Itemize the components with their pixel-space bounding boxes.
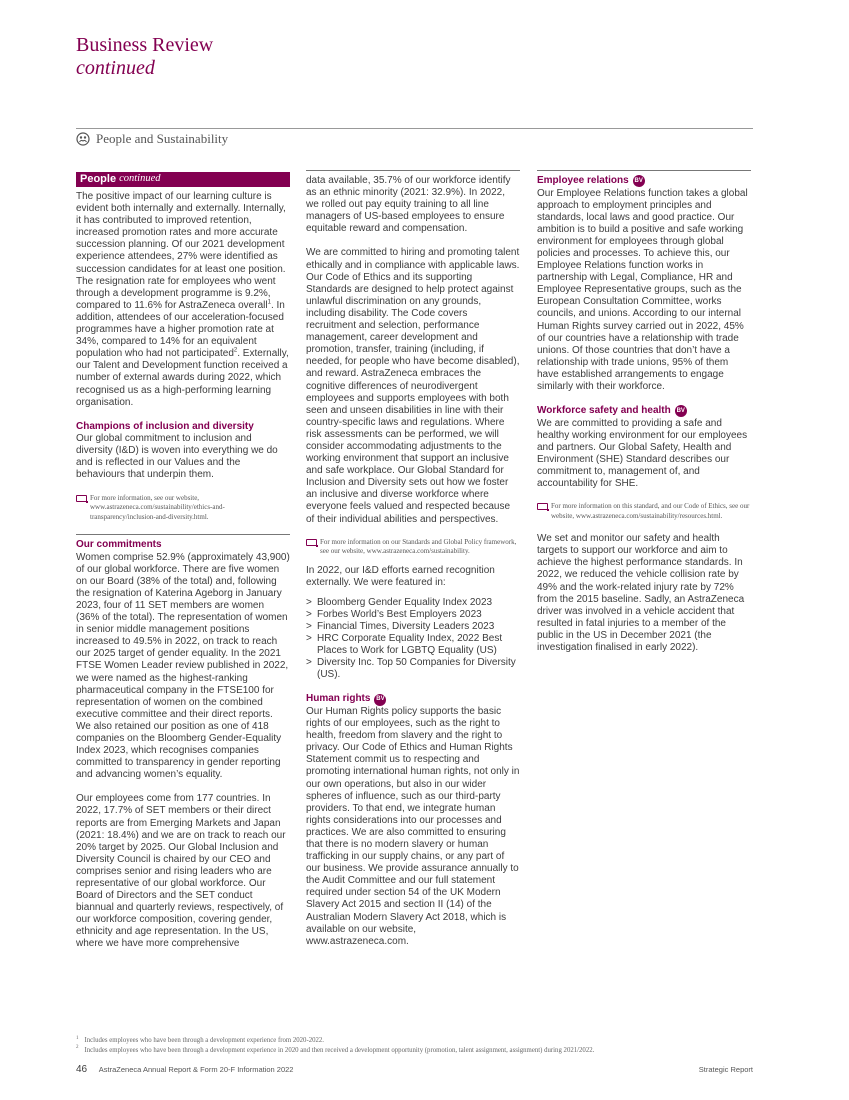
column-rule — [537, 170, 751, 171]
people-tab-title: People — [80, 173, 117, 186]
report-section: Strategic Report — [698, 1065, 753, 1074]
document-title: AstraZeneca Annual Report & Form 20-F Information 2022 — [98, 1065, 294, 1074]
monitor-icon — [76, 495, 87, 502]
learning-culture-paragraph: The positive impact of our learning culture is evident both internally and externally. Internally, it has contributed to improved retention, increased promotion rates and more accurate succession planning. Of our 2021 development experience attendees, 27% were identified as succession candidates for at least one position. The resignation rate for employees who went through a development programme is 9.2%, compared to 11.6% for AstraZeneca overall$^1$. In addition, attendees of our acceleration-focused programmes have a higher promotion rate at 34%, compared to 14% for an equivalent population who had not participated$^2$. Externally, our Talent and Development function received a number of external awards during 2022, which recognised us as a high-performing learning organisation. — [76, 191, 289, 408]
safety-heading: Workforce safety and health BV — [537, 405, 685, 417]
employee-relations-heading: Employee relations BV — [537, 175, 643, 186]
champions-heading: Champions of inclusion and diversity — [76, 420, 254, 432]
section-label: People and Sustainability — [96, 131, 229, 146]
info-note-she[interactable]: For more information on this standard, and our Code of Ethics, see our website, www.astrazeneca.com/sustainability/resources.html. — [537, 502, 751, 521]
bv-badge-icon: BV — [633, 175, 645, 187]
info-note-inclusion[interactable]: For more information, see our website, www.astrazeneca.com/sustainability/ethics-and-transparency/inclusion-and-diversity.html. — [76, 494, 290, 523]
footnote-2: $^2$ Includes employees who have been through a development experience in 2020 and then received a development opportunity (promotion, talent assignment, assignment) during 2021/2022. — [76, 1045, 595, 1054]
page-footer — [76, 1064, 753, 1075]
page-subtitle: continued — [76, 57, 155, 79]
bv-badge-icon: BV — [675, 405, 687, 417]
list-item: > Bloomberg Gender Equality Index 2023 — [306, 597, 520, 609]
monitor-icon — [306, 539, 317, 546]
countries-paragraph: Our employees come from 177 countries. In 2022, 17.7% of SET members or their direct reports are from Emerging Markets and Japan (2021: 18.4%) and we are on track to reach our 20% target by 2025. Our Global Inclusion and Diversity Council is chaired by our CEO and comprises senior and rising leaders who are representative of our global workforce. Our Board of Directors and the SET conduct biannual and quarterly reviews, respectively, of our workforce composition, covering gender, ethnicity and age representation. In the US, where we have more comprehensive — [76, 793, 286, 950]
column-3 — [537, 170, 751, 654]
footnotes — [76, 1036, 594, 1055]
recognition-paragraph: In 2022, our I&D efforts earned recognition externally. We were featured in: — [306, 564, 495, 588]
footnote-1: $^1$ Includes employees who have been through a development experience from 2020-2022. — [76, 1035, 325, 1044]
people-circle-icon — [76, 132, 90, 146]
employee-relations-paragraph: Our Employee Relations function takes a global approach to employment principles and standards, local laws and good practice. Our ambition is to build a positive and safe working environment for employees through global policies and processes. To achieve this, our Employee Relations function works in partnership with Legal, Compliance, HR and Employee Representative groups, such as the European Consultation Committee, works councils, and unions. According to our internal Human Rights survey carried out in 2022, 45% of our countries have a relationship with trade unions. Of those countries that don’t have a relationship with trade unions, 95% of them have established arrangements to engage similarly with their workforce. — [537, 187, 748, 392]
bv-badge-icon: BV — [374, 694, 386, 706]
list-item: > HRC Corporate Equality Index, 2022 Best Places to Work for LGBTQ Equality (US) — [306, 633, 520, 657]
commitments-heading: Our commitments — [76, 539, 162, 551]
column-rule — [306, 170, 520, 171]
ethnicity-paragraph: data available, 35.7% of our workforce identify as an ethnic minority (2021: 32.9%). In 2022, we rolled out pay equity training to all line managers of US-based employees to ensure equitable reward and compensation. — [306, 175, 511, 235]
monitor-icon — [537, 503, 548, 510]
safety-paragraph: We are committed to providing a safe and healthy working environment for our employees and partners. Our Global Safety, Health and Environment (SHE) Standard describes our commitment to, management of, and accountability for SHE. — [537, 417, 748, 490]
section-divider — [76, 128, 753, 129]
page-title: Business Review — [76, 34, 214, 56]
people-tab-subtitle: continued — [119, 173, 161, 185]
list-item: > Financial Times, Diversity Leaders 2023 — [306, 621, 520, 633]
people-section-tab — [76, 172, 290, 187]
champions-paragraph: Our global commitment to inclusion and diversity (I&D) is woven into everything we do and is reflected in our Values and the behaviours that underpin them. — [76, 433, 278, 481]
column-2 — [306, 170, 520, 948]
recognition-list — [306, 597, 520, 682]
safety-targets-paragraph: We set and monitor our safety and health targets to support our workforce and aim to achieve the highest performance standards. In 2022, we reduced the vehicle collision rate by 49% and the work-related injury rate by 72% from the 2015 baseline. Sadly, an AstraZeneca driver was involved in a vehicle accident that resulted in fatal injuries to a member of the public in the US in December 2021 (the investigation finalised in early 2022). — [537, 533, 745, 653]
commitments-paragraph: Women comprise 52.9% (approximately 43,900) of our global workforce. There are five women on our Board (38% of the total) and, following the resignation of Katerina Ageborg in January 2023, four of 11 SET members are women (36% of the total). The representation of women in senior middle management positions increased to 49.5% in 2022, on track to reach our 2025 target of gender equality. In the 2021 FTSE Women Leader review published in 2022, we were named as the highest-ranking pharmaceutical company in the FTSE100 for representation of women on the combined executive committee and their direct reports. We also retained our position as one of 418 companies on the Bloomberg Gender-Equality Index 2023, which recognises companies committed to transparency in gender reporting and advancing women’s equality. — [76, 551, 290, 781]
list-item: > Forbes World’s Best Employers 2023 — [306, 609, 520, 621]
column-1 — [76, 170, 290, 951]
human-rights-paragraph: Our Human Rights policy supports the basic rights of our employees, such as the right to health, freedom from slavery and the right to privacy. Our Code of Ethics and Human Rights Statement commit us to respecting and promoting international human rights, not only in our own operations, but also in our wider spheres of influence, such as our third-party providers. To that end, we integrate human rights considerations into our processes and practices. We are also committed to ensuring that there is no modern slavery or human trafficking in our supply chains, or any part of our business. We provide assurance annually to the Audit Committee and our full statement required under section 54 of the UK Modern Slavery Act 2015 and section II (14) of the Australian Modern Slavery Act 2018, which is available on our website, www.astrazeneca.com. — [306, 705, 520, 947]
human-rights-heading: Human rights BV — [306, 693, 385, 705]
list-item: > Diversity Inc. Top 50 Companies for Diversity (US). — [306, 657, 520, 681]
hiring-paragraph: We are committed to hiring and promoting talent ethically and in compliance with applicable laws. Our Code of Ethics and its supporting Standards are designed to help protect against unlawful discrimination on any grounds, including disability. The Code covers recruitment and selection, performance management, career development and promotion, transfer, training (including, if needed, for people who have become disabled), and reward. AstraZeneca embraces the cognitive differences of neurodivergent employees and supports employees with both seen and unseen disabilities in line with their country-specific laws and regulations. Where risk assessments can be performed, we will consider accommodating adjustments to the working environment that support an inclusive and safe workplace. Our Global Standard for Inclusion and Diversity sets out how we foster an inclusive and diverse workforce where everyone feels valued and respected because of their individual abilities and perspectives. — [306, 247, 520, 525]
page-number: 46 — [76, 1064, 88, 1075]
info-note-standards[interactable]: For more information on our Standards and Global Policy framework, see our website, www.astrazeneca.com/sustainability. — [306, 538, 520, 557]
section-header — [76, 131, 228, 147]
column-rule — [76, 534, 290, 535]
